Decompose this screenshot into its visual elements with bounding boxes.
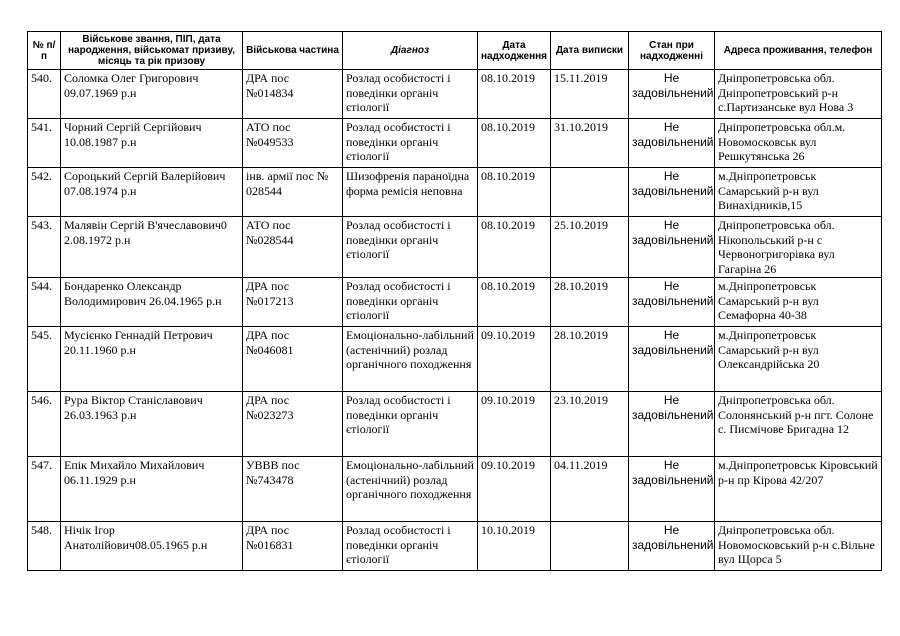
diagnosis-cell: Розлад особистості і поведінки органіч єтіології bbox=[343, 119, 478, 168]
date-in-cell: 09.10.2019 bbox=[478, 392, 551, 457]
state-cell: Не задовільнений bbox=[629, 70, 715, 119]
header-row bbox=[28, 32, 882, 70]
person-cell: Бондаренко Олександр Володимирович 26.04.1965 р.н bbox=[61, 278, 243, 327]
date-out-cell: 15.11.2019 bbox=[551, 70, 629, 119]
diagnosis-cell: Розлад особистості і поведінки органіч єтіології bbox=[343, 70, 478, 119]
row-number: 548. bbox=[28, 522, 61, 571]
table-row bbox=[28, 392, 882, 457]
diagnosis-cell: Розлад особистості і поведінки органіч єтіології bbox=[343, 217, 478, 278]
unit-cell: ДРА пос №014834 bbox=[243, 70, 343, 119]
table-row bbox=[28, 522, 882, 571]
unit-cell: АТО пос №049533 bbox=[243, 119, 343, 168]
unit-cell: ДРА пос №017213 bbox=[243, 278, 343, 327]
state-cell: Не задовільнений bbox=[629, 392, 715, 457]
date-out-cell: 28.10.2019 bbox=[551, 278, 629, 327]
state-cell: Не задовільнений bbox=[629, 217, 715, 278]
date-out-cell bbox=[551, 168, 629, 217]
row-number: 542. bbox=[28, 168, 61, 217]
address-cell: Дніпропетровська обл. Солонянський р-н пгт. Солоне с. Писмічове Бригадна 12 bbox=[715, 392, 882, 457]
row-number: 547. bbox=[28, 457, 61, 522]
diagnosis-cell: Розлад особистості і поведінки органіч єтіології bbox=[343, 522, 478, 571]
table-row bbox=[28, 70, 882, 119]
date-out-cell: 23.10.2019 bbox=[551, 392, 629, 457]
diagnosis-cell: Шизофренія параноїдна форма ремісія неповна bbox=[343, 168, 478, 217]
date-in-cell: 10.10.2019 bbox=[478, 522, 551, 571]
date-out-cell: 25.10.2019 bbox=[551, 217, 629, 278]
header-address: Адреса проживання, телефон bbox=[715, 32, 882, 70]
address-cell: м.Дніпропетровськ Самарський р-н вул Винахідників,15 bbox=[715, 168, 882, 217]
diagnosis-cell: Розлад особистості і поведінки органіч єтіології bbox=[343, 278, 478, 327]
header-state: Стан при надходженні bbox=[629, 32, 715, 70]
table-row bbox=[28, 327, 882, 392]
unit-cell: ДРА пос №023273 bbox=[243, 392, 343, 457]
row-number: 543. bbox=[28, 217, 61, 278]
date-out-cell bbox=[551, 522, 629, 571]
unit-cell: УВВВ пос №743478 bbox=[243, 457, 343, 522]
date-out-cell: 28.10.2019 bbox=[551, 327, 629, 392]
person-cell: Рура Віктор Станіславович 26.03.1963 р.н bbox=[61, 392, 243, 457]
date-out-cell: 31.10.2019 bbox=[551, 119, 629, 168]
person-cell: Соломка Олег Григорович 09.07.1969 р.н bbox=[61, 70, 243, 119]
header-date-in: Дата надходження bbox=[478, 32, 551, 70]
person-cell: Малявін Сергій В'ячеславович0 2.08.1972 р.н bbox=[61, 217, 243, 278]
state-cell: Не задовільнений bbox=[629, 278, 715, 327]
date-in-cell: 08.10.2019 bbox=[478, 70, 551, 119]
diagnosis-cell: Емоціонально-лабільний (астенічний) розлад органічного походження bbox=[343, 327, 478, 392]
row-number: 541. bbox=[28, 119, 61, 168]
address-cell: м.Дніпропетровськ Самарський р-н вул Олександрійська 20 bbox=[715, 327, 882, 392]
unit-cell: АТО пос №028544 bbox=[243, 217, 343, 278]
unit-cell: інв. армії пос № 028544 bbox=[243, 168, 343, 217]
state-cell: Не задовільнений bbox=[629, 327, 715, 392]
person-cell: Чорний Сергій Сергійович 10.08.1987 р.н bbox=[61, 119, 243, 168]
table-row bbox=[28, 457, 882, 522]
table-row bbox=[28, 217, 882, 278]
date-in-cell: 08.10.2019 bbox=[478, 217, 551, 278]
diagnosis-cell: Розлад особистості і поведінки органіч єтіології bbox=[343, 392, 478, 457]
diagnosis-cell: Емоціонально-лабільний (астенічний) розлад органічного походження bbox=[343, 457, 478, 522]
person-cell: Сороцький Сергій Валерійович 07.08.1974 р.н bbox=[61, 168, 243, 217]
row-number: 545. bbox=[28, 327, 61, 392]
header-diagnosis: Діагноз bbox=[343, 32, 478, 70]
address-cell: Дніпропетровська обл. Дніпропетровський р-н с.Партизанське вул Нова 3 bbox=[715, 70, 882, 119]
person-cell: Епік Михайло Михайлович 06.11.1929 р.н bbox=[61, 457, 243, 522]
person-cell: Мусієнко Геннадій Петрович 20.11.1960 р.н bbox=[61, 327, 243, 392]
unit-cell: ДРА пос №046081 bbox=[243, 327, 343, 392]
address-cell: м.Дніпропетровськ Кіровський р-н пр Кірова 42/207 bbox=[715, 457, 882, 522]
header-person: Військове звання, ПІП, дата народження, військомат призиву, місяць та рік призову bbox=[61, 32, 243, 70]
state-cell: Не задовільнений bbox=[629, 522, 715, 571]
row-number: 546. bbox=[28, 392, 61, 457]
row-number: 540. bbox=[28, 70, 61, 119]
state-cell: Не задовільнений bbox=[629, 119, 715, 168]
header-num: № п/п bbox=[28, 32, 61, 70]
state-cell: Не задовільнений bbox=[629, 457, 715, 522]
address-cell: Дніпропетровська обл. Нікопольський р-н с Червоногригорівка вул Гагаріна 26 bbox=[715, 217, 882, 278]
date-in-cell: 09.10.2019 bbox=[478, 457, 551, 522]
date-in-cell: 08.10.2019 bbox=[478, 278, 551, 327]
address-cell: Дніпропетровська обл. Новомосковський р-н с.Вільне вул Щорса 5 bbox=[715, 522, 882, 571]
table-row bbox=[28, 168, 882, 217]
table-row bbox=[28, 278, 882, 327]
address-cell: Дніпропетровська обл.м. Новомосковськ вул Решкутянська 26 bbox=[715, 119, 882, 168]
date-out-cell: 04.11.2019 bbox=[551, 457, 629, 522]
row-number: 544. bbox=[28, 278, 61, 327]
table-row bbox=[28, 119, 882, 168]
date-in-cell: 08.10.2019 bbox=[478, 119, 551, 168]
header-date-out: Дата виписки bbox=[551, 32, 629, 70]
person-cell: Нічік Ігор Анатолійович08.05.1965 р.н bbox=[61, 522, 243, 571]
header-unit: Військова частина bbox=[243, 32, 343, 70]
patient-register-table bbox=[27, 31, 882, 571]
address-cell: м.Дніпропетровськ Самарський р-н вул Семафорна 40-38 bbox=[715, 278, 882, 327]
unit-cell: ДРА пос №016831 bbox=[243, 522, 343, 571]
date-in-cell: 08.10.2019 bbox=[478, 168, 551, 217]
state-cell: Не задовільнений bbox=[629, 168, 715, 217]
date-in-cell: 09.10.2019 bbox=[478, 327, 551, 392]
